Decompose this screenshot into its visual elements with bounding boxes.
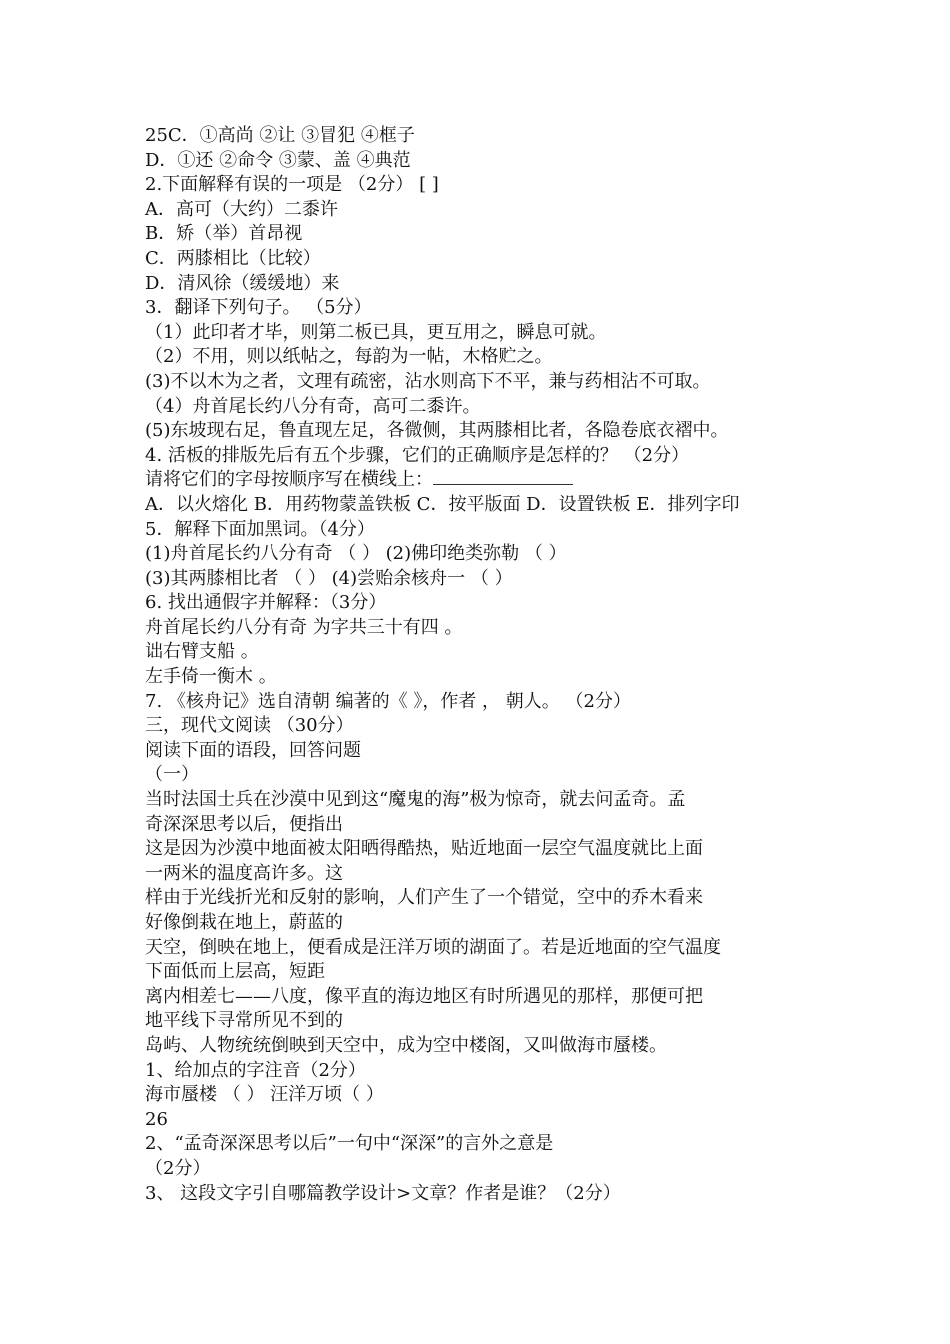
text-line: (3)不以木为之者，文理有疏密，沾水则高下不平，兼与药相沾不可取。 — [145, 370, 711, 392]
document-page — [145, 124, 815, 1206]
text-line: 4. 活板的排版先后有五个步骤，它们的正确顺序是怎样的？ （2分） — [145, 444, 690, 466]
text-line: 7. 《核舟记》选自清朝 编著的《 》，作者 ， 朝人。 （2分） — [145, 690, 631, 712]
answer-line-row — [145, 468, 815, 493]
passage-line: 好像倒栽在地上，蔚蓝的 — [145, 912, 343, 933]
text-line: 舟首尾长约八分有奇 为字共三十有四 。 — [145, 616, 463, 638]
text-line: 1、给加点的字注音（2分） — [145, 1059, 366, 1081]
text-line: A．高可（大约）二黍许 — [145, 198, 338, 220]
text-line: A．以火熔化 B．用药物蒙盖铁板 C．按平版面 D．设置铁板 E．排列字印 — [145, 493, 740, 515]
page-number: 26 — [145, 1108, 168, 1130]
text-line: （4）舟首尾长约八分有奇，高可二黍许。 — [145, 395, 481, 417]
text-line: 3、 这段文字引自哪篇教学设计>文章？作者是谁？（2分） — [145, 1182, 621, 1204]
passage-line: 奇深深思考以后，便指出 — [145, 813, 343, 835]
passage-line: 当时法国士兵在沙漠中见到这“魔鬼的海”极为惊奇，就去问孟奇。孟 — [145, 789, 686, 811]
passage-line: 样由于光线折光和反射的影响，人们产生了一个错觉，空中的乔木看来 — [145, 887, 703, 909]
text-line: 诎右臂支船 。 — [145, 641, 259, 663]
text-line: (5)东坡现右足，鲁直现左足，各微侧，其两膝相比者，各隐卷底衣褶中。 — [145, 420, 729, 442]
text-line: （1）此印者才毕，则第二板已具，更互用之，瞬息可就。 — [145, 321, 607, 343]
passage-line: 地平线下寻常所见不到的 — [145, 1010, 343, 1032]
text-line: （一） — [145, 764, 199, 786]
text-line: 阅读下面的语段，回答问题 — [145, 739, 361, 761]
passage-line: 一两米的温度高许多。这 — [145, 862, 343, 884]
answer-blank[interactable] — [433, 468, 573, 485]
text-line: 请将它们的字母按顺序写在横线上： — [145, 469, 433, 491]
text-line: 海市蜃楼 （ ） 汪洋万顷（ ） — [145, 1084, 384, 1106]
text-line: 6. 找出通假字并解释：（3分） — [145, 592, 387, 614]
text-line: D．清风徐（缓缓地）来 — [145, 272, 340, 294]
text-line: 5．解释下面加黑词。（4分） — [145, 518, 375, 540]
text-line: (3)其两膝相比者 （ ） (4)尝贻余核舟一 （ ） — [145, 567, 513, 589]
text-line: (1)舟首尾长约八分有奇 （ ） (2)佛印绝类弥勒 （ ） — [145, 543, 567, 565]
text-line: （2分） — [145, 1157, 211, 1179]
text-line: （2）不用，则以纸帖之，每韵为一帖，木格贮之。 — [145, 346, 553, 368]
text-line: B．矫（举）首昂视 — [145, 223, 303, 245]
text-line: 2、“孟奇深深思考以后”一句中“深深”的言外之意是 — [145, 1133, 554, 1155]
section-heading: 三，现代文阅读 （30分） — [145, 715, 354, 737]
passage-line: 下面低而上层高，短距 — [145, 961, 325, 983]
text-line: D．①还 ②命令 ③蒙、盖 ④典范 — [145, 149, 411, 171]
passage-line: 离内相差七——八度，像平直的海边地区有时所遇见的那样，那便可把 — [145, 985, 703, 1007]
passage-line: 岛屿、人物统统倒映到天空中，成为空中楼阁，又叫做海市蜃楼。 — [145, 1034, 667, 1056]
passage-line: 这是因为沙漠中地面被太阳晒得酷热，贴近地面一层空气温度就比上面 — [145, 838, 703, 860]
text-line: 25C．①高尚 ②让 ③冒犯 ④框子 — [145, 125, 415, 146]
text-line: 左手倚一衡木 。 — [145, 666, 277, 688]
text-line: 3．翻译下列句子。 （5分） — [145, 297, 372, 319]
text-line: 2.下面解释有误的一项是 （2分） [ ] — [145, 174, 439, 196]
passage-line: 天空，倒映在地上，便看成是汪洋万顷的湖面了。若是近地面的空气温度 — [145, 936, 721, 958]
text-line: C．两膝相比（比较） — [145, 247, 321, 269]
